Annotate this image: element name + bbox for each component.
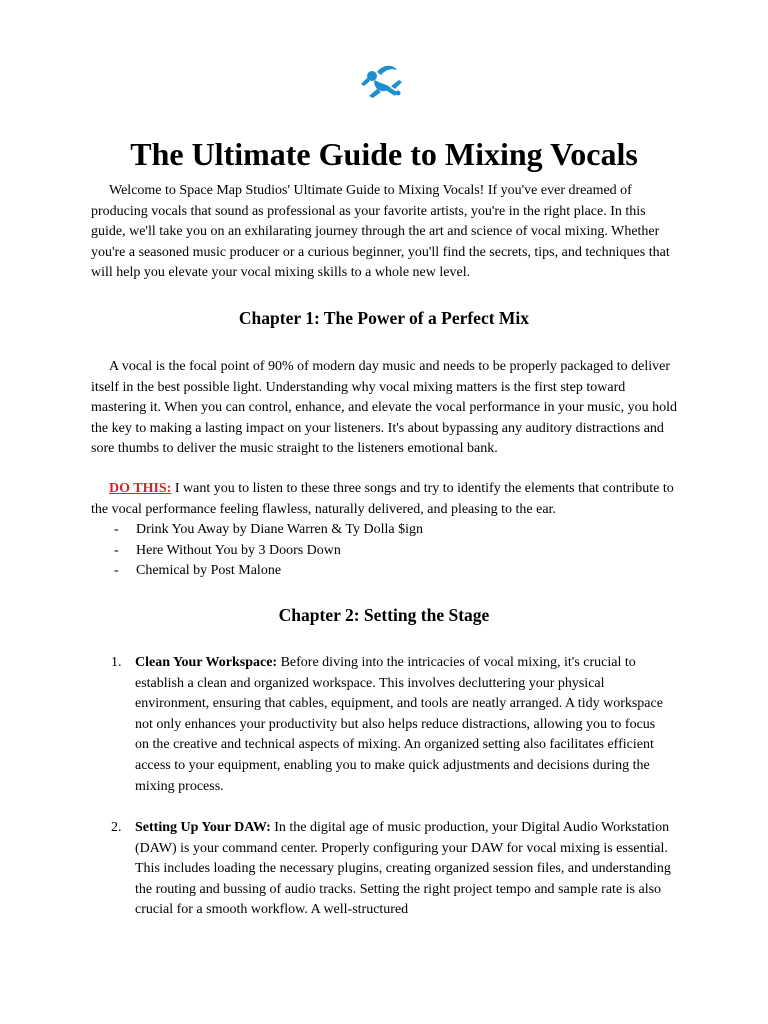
chapter1-paragraph: A vocal is the focal point of 90% of modern day music and needs to be properly packaged to deliver itself in the best possible light. Understanding why vocal mixing matters is the first step toward mastering it. When you can control, enhance, and elevate the vocal performance in your music, you hold the key to making a lasting impact on your listeners. It's about bypassing any auditory distractions and sore thumbs to deliver the music straight to the listeners emotional bank.: [91, 359, 677, 457]
item-text: In the digital age of music production, your Digital Audio Workstation (DAW) is your command center. Properly configuring your DAW for vocal mixing is essential. This includes loading the necessary plugins, creating organized session files, and understanding the routing and bussing of audio tracks. Setting the right project tempo and sample rate is also crucial for a smooth workflow. A well-structured: [135, 820, 671, 918]
bullet-dash: -: [114, 522, 119, 537]
list-item: [114, 541, 423, 562]
song-list: [114, 520, 423, 582]
numbered-item: [111, 653, 671, 797]
item-title: Clean Your Workspace:: [135, 655, 278, 670]
bullet-dash: -: [114, 542, 119, 558]
chapter2-heading: Chapter 2: Setting the Stage: [278, 605, 490, 625]
item-number: 1.: [111, 655, 122, 670]
bullet-dash: -: [114, 563, 119, 579]
numbered-item: [111, 818, 671, 921]
do-this-text: I want you to listen to these three songs and try to identify the elements that contribute to the vocal performance feeling flawless, naturally delivered, and pleasing to the ear.: [91, 481, 674, 517]
page-title: The Ultimate Guide to Mixing Vocals: [130, 136, 638, 172]
song-title: Here Without You by 3 Doors Down: [136, 542, 341, 558]
do-this-paragraph: [91, 479, 681, 520]
item-title: Setting Up Your DAW:: [135, 820, 271, 835]
item-number: 2.: [111, 820, 122, 835]
song-title: Chemical by Post Malone: [136, 563, 282, 579]
do-this-label: DO THIS:: [109, 481, 172, 496]
intro-paragraph: Welcome to Space Map Studios' Ultimate Guide to Mixing Vocals! If you've ever dreamed of producing vocals that sound as professional as your favorite artists, you're in the right place. In this guide, we'll take you on an exhilarating journey through the art and science of vocal mixing. Whether you're a seasoned music producer or a curious beginner, you'll find the secrets, tips, and techniques that will help you elevate your vocal mixing skills to a whole new level.: [91, 183, 670, 281]
song-title: Drink You Away by Diane Warren & Ty Dolla $ign: [136, 522, 423, 537]
list-item: [114, 561, 423, 582]
item-text: Before diving into the intricacies of vocal mixing, it's crucial to establish a clean and organized workspace. This involves decluttering your physical environment, ensuring that cables, equipment, and tools are neatly arranged. A tidy workspace not only enhances your productivity but also helps reduce distractions, allowing you to focus on the creative and technical aspects of mixing. An organized setting also facilitates efficient access to your equipment, enabling you to make quick adjustments and decisions during the mixing process.: [135, 655, 663, 794]
list-item: [114, 520, 423, 541]
cherub-logo-icon: [355, 62, 409, 102]
chapter1-heading: Chapter 1: The Power of a Perfect Mix: [238, 308, 530, 328]
